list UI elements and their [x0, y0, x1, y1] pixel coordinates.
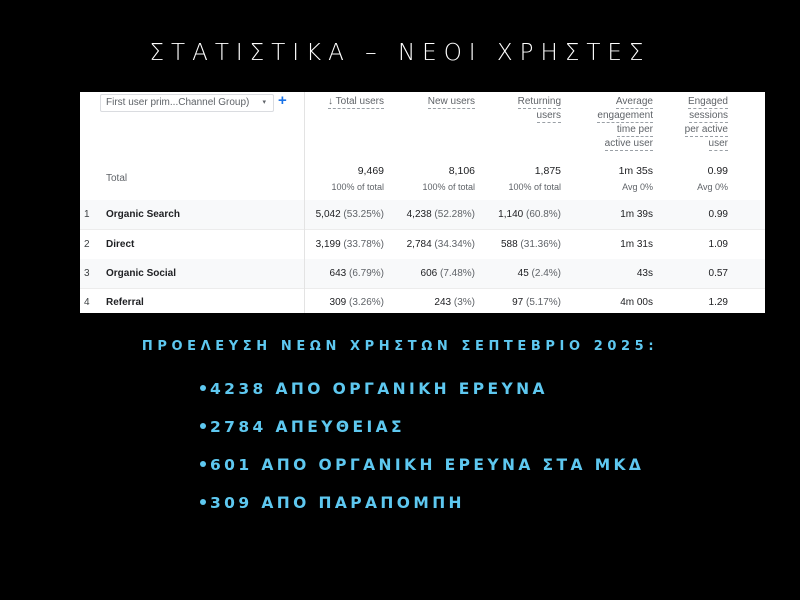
- cell-total-users: 5,042 (53.25%): [315, 209, 384, 220]
- column-header-total-users[interactable]: ↓ Total users: [328, 96, 384, 107]
- cell-avg-time: 4m 00s: [620, 297, 653, 308]
- list-item: 601 ΑΠΟ ΟΡΓΑΝΙΚΗ ΕΡΕΥΝΑ ΣΤΑ ΜΚΔ: [200, 456, 644, 494]
- table-row[interactable]: [80, 200, 765, 230]
- cell-avg-time: 1m 31s: [620, 239, 653, 250]
- column-header-new-users[interactable]: New users: [427, 96, 475, 107]
- column-header-returning-users[interactable]: Returning users: [517, 96, 561, 121]
- cell-avg-time: 1m 39s: [620, 209, 653, 220]
- total-value: 1m 35s: [618, 165, 653, 177]
- column-header-engaged-sessions[interactable]: Engaged sessions per active user: [684, 96, 728, 149]
- total-subtext: Avg 0%: [622, 182, 653, 192]
- slide-title: ΣΤΑΤΙΣΤΙΚΑ – ΝΕΟΙ ΧΡΗΣΤΕΣ: [149, 40, 651, 66]
- bullet-list: [200, 380, 644, 532]
- row-index: 4: [84, 297, 90, 308]
- row-channel: Direct: [106, 239, 135, 250]
- row-channel: Organic Social: [106, 268, 177, 279]
- total-subtext: Avg 0%: [697, 182, 728, 192]
- list-item: 2784 ΑΠΕΥΘΕΙΑΣ: [200, 418, 644, 456]
- cell-total-users: 643 (6.79%): [329, 268, 384, 279]
- cell-total-users: 309 (3.26%): [329, 297, 384, 308]
- cell-returning: 97 (5.17%): [512, 297, 561, 308]
- total-label: Total: [106, 173, 128, 184]
- bullet-icon: [200, 385, 206, 391]
- table-row[interactable]: [80, 259, 765, 289]
- total-subtext: 100% of total: [508, 182, 561, 192]
- cell-sessions: 0.99: [708, 209, 728, 220]
- row-index: 2: [84, 239, 90, 250]
- cell-returning: 1,140 (60.8%): [498, 209, 561, 220]
- row-index: 1: [84, 209, 90, 220]
- table-row[interactable]: [80, 230, 765, 260]
- row-channel: Organic Search: [106, 209, 180, 220]
- total-subtext: 100% of total: [422, 182, 475, 192]
- total-value: 9,469: [357, 165, 384, 177]
- section-subtitle: ΠΡΟΕΛΕΥΣΗ ΝΕΩΝ ΧΡΗΣΤΩΝ ΣΕΠΤΕΒΡΙΟ 2025:: [141, 339, 659, 354]
- dimension-select[interactable]: [100, 94, 274, 112]
- column-divider: [304, 92, 305, 313]
- cell-new-users: 4,238 (52.28%): [406, 209, 475, 220]
- bullet-icon: [200, 461, 206, 467]
- total-value: 0.99: [707, 165, 728, 177]
- bullet-icon: [200, 499, 206, 505]
- bullet-icon: [200, 423, 206, 429]
- cell-sessions: 1.29: [708, 297, 728, 308]
- cell-new-users: 243 (3%): [434, 297, 475, 308]
- total-value: 8,106: [448, 165, 475, 177]
- cell-avg-time: 43s: [636, 268, 653, 279]
- cell-total-users: 3,199 (33.78%): [315, 239, 384, 250]
- cell-new-users: 606 (7.48%): [420, 268, 475, 279]
- cell-returning: 588 (31.36%): [500, 239, 561, 250]
- table-row[interactable]: [80, 288, 765, 313]
- total-value: 1,875: [534, 165, 561, 177]
- row-index: 3: [84, 268, 90, 279]
- chevron-down-icon: ▾: [262, 99, 266, 106]
- cell-sessions: 1.09: [708, 239, 728, 250]
- list-item: 4238 ΑΠΟ ΟΡΓΑΝΙΚΗ ΕΡΕΥΝΑ: [200, 380, 644, 418]
- analytics-table: [80, 92, 765, 313]
- cell-sessions: 0.57: [708, 268, 728, 279]
- column-header-avg-engagement[interactable]: Average engagement time per active user: [597, 96, 653, 149]
- cell-returning: 45 (2.4%): [517, 268, 561, 279]
- table-header: [80, 92, 765, 201]
- row-channel: Referral: [106, 297, 144, 308]
- list-item: 309 ΑΠΟ ΠΑΡΑΠΟΜΠΗ: [200, 494, 644, 532]
- total-subtext: 100% of total: [331, 182, 384, 192]
- cell-new-users: 2,784 (34.34%): [406, 239, 475, 250]
- dimension-select-label: First user prim...Channel Group): [106, 97, 250, 108]
- add-dimension-icon[interactable]: +: [278, 92, 287, 109]
